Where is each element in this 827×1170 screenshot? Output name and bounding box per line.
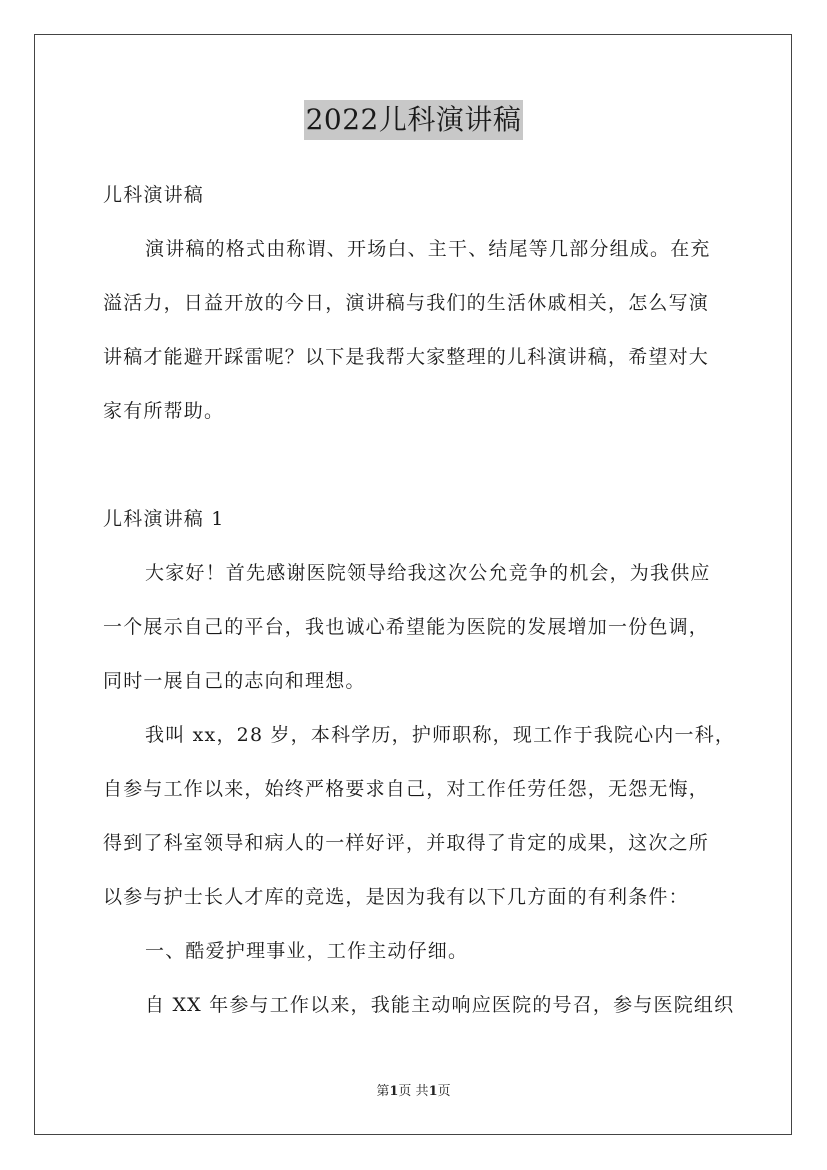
body-line: 得到了科室领导和病人的一样好评，并取得了肯定的成果，这次之所 xyxy=(103,832,710,854)
body-line: 同时一展自己的志向和理想。 xyxy=(103,670,366,692)
body-line: 一、酷爱护理事业，工作主动仔细。 xyxy=(145,940,469,962)
footer-page-number: 1 xyxy=(389,1084,399,1099)
body-line: 儿科演讲稿 1 xyxy=(103,508,225,530)
footer-suffix: 页 xyxy=(437,1084,451,1099)
footer-prefix: 第 xyxy=(376,1084,390,1099)
body-line: 以参与护士长人才库的竞选，是因为我有以下几方面的有利条件： xyxy=(103,886,689,908)
body-line: 儿科演讲稿 xyxy=(103,184,205,206)
body-line: 我叫 xx，28 岁，本科学历，护师职称，现工作于我院心内一科， xyxy=(145,724,736,746)
page-footer xyxy=(0,1082,827,1102)
document-body xyxy=(103,168,736,1032)
body-line: 自 XX 年参与工作以来，我能主动响应医院的号召，参与医院组织 xyxy=(145,994,735,1016)
footer-mid: 页 共 xyxy=(398,1084,429,1099)
body-line: 自参与工作以来，始终严格要求自己，对工作任劳任怨，无怨无悔， xyxy=(103,778,710,800)
title-container xyxy=(0,100,827,140)
body-line: 溢活力，日益开放的今日，演讲稿与我们的生活休戚相关，怎么写演 xyxy=(103,292,710,314)
document-title: 2022儿科演讲稿 xyxy=(304,100,524,140)
body-line: 演讲稿的格式由称谓、开场白、主干、结尾等几部分组成。在充 xyxy=(145,238,711,260)
body-line: 家有所帮助。 xyxy=(103,400,225,422)
blank-line xyxy=(103,438,725,492)
body-line: 讲稿才能避开踩雷呢？以下是我帮大家整理的儿科演讲稿，希望对大 xyxy=(103,346,710,368)
footer-total-pages: 1 xyxy=(428,1084,438,1099)
body-line: 一个展示自己的平台，我也诚心希望能为医院的发展增加一份色调， xyxy=(103,616,710,638)
body-line: 大家好！首先感谢医院领导给我这次公允竞争的机会，为我供应 xyxy=(145,562,711,584)
